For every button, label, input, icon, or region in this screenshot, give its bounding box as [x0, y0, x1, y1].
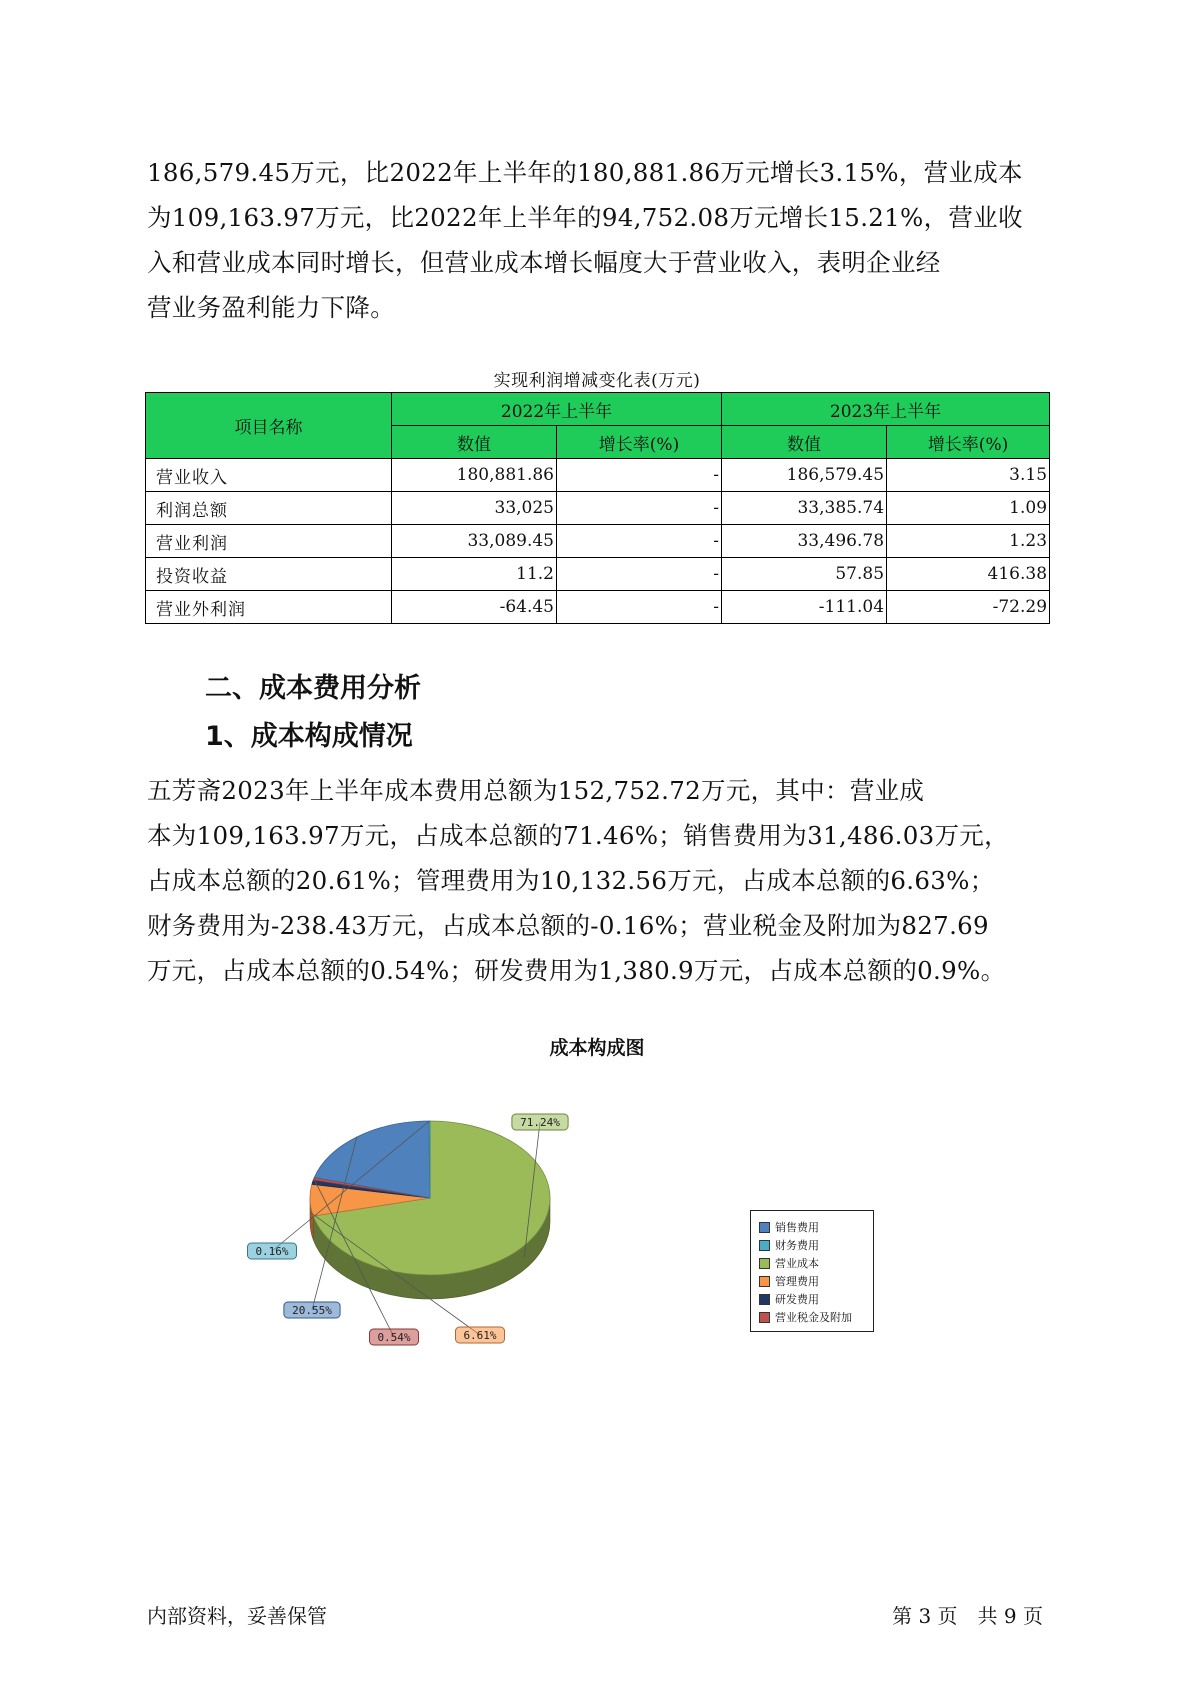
table-cell-v2023: -111.04	[722, 591, 887, 624]
table-cell-v2022: 11.2	[392, 558, 557, 591]
legend-swatch	[759, 1222, 770, 1233]
legend-item	[759, 1290, 873, 1308]
table-cell-name: 营业外利润	[146, 591, 392, 624]
paragraph-line: 为109,163.97万元，比2022年上半年的94,752.08万元增长15.21%，营业收	[147, 203, 1023, 232]
paragraph-line: 营业务盈利能力下降。	[147, 293, 395, 322]
header-period-2022: 2022年上半年	[392, 393, 722, 426]
header-value-2022: 数值	[392, 426, 557, 459]
header-item-name: 项目名称	[146, 393, 392, 459]
legend-label: 财务费用	[775, 1239, 819, 1252]
table-cell-g2022: -	[557, 591, 722, 624]
table-cell-g2022: -	[557, 525, 722, 558]
table-cell-v2023: 33,496.78	[722, 525, 887, 558]
table-cell-v2023: 57.85	[722, 558, 887, 591]
pie-data-label: 71.24%	[520, 1116, 560, 1129]
legend-label: 销售费用	[775, 1221, 819, 1234]
chart-title: 成本构成图	[549, 1037, 645, 1059]
table-cell-v2023: 33,385.74	[722, 492, 887, 525]
table-cell-name: 营业利润	[146, 525, 392, 558]
table-cell-g2022: -	[557, 558, 722, 591]
paragraph-line: 186,579.45万元，比2022年上半年的180,881.86万元增长3.15%，营业成本	[147, 158, 1023, 187]
paragraph-line: 财务费用为-238.43万元，占成本总额的-0.16%；营业税金及附加为827.69	[147, 911, 989, 940]
legend-item	[759, 1236, 873, 1254]
legend-item	[759, 1272, 873, 1290]
paragraph-line: 五芳斋2023年上半年成本费用总额为152,752.72万元，其中：营业成	[147, 776, 925, 805]
table-cell-v2022: -64.45	[392, 591, 557, 624]
header-growth-2022: 增长率(%)	[557, 426, 722, 459]
chart-legend	[750, 1210, 874, 1332]
table-cell-v2022: 180,881.86	[392, 459, 557, 492]
pie-data-label: 20.55%	[292, 1304, 332, 1317]
header-value-2023: 数值	[722, 426, 887, 459]
table-cell-g2023: 3.15	[887, 459, 1050, 492]
table-cell-g2022: -	[557, 492, 722, 525]
legend-label: 营业税金及附加	[775, 1311, 852, 1324]
pie-data-label: 0.54%	[377, 1331, 411, 1344]
table-cell-v2022: 33,089.45	[392, 525, 557, 558]
pie-data-label: 6.61%	[463, 1329, 497, 1342]
pie-data-label: 0.16%	[255, 1245, 289, 1258]
table-cell-g2022: -	[557, 459, 722, 492]
table-cell-g2023: 1.23	[887, 525, 1050, 558]
legend-item	[759, 1254, 873, 1272]
legend-item	[759, 1308, 873, 1326]
legend-label: 研发费用	[775, 1293, 819, 1306]
legend-swatch	[759, 1294, 770, 1305]
sub-heading: 1、成本构成情况	[205, 721, 413, 752]
paragraph-line: 本为109,163.97万元，占成本总额的71.46%；销售费用为31,486.03万元，	[147, 821, 1009, 850]
table-caption: 实现利润增减变化表(万元)	[493, 371, 701, 391]
footer-page-number: 第 3 页 共 9 页	[892, 1604, 1043, 1628]
legend-swatch	[759, 1312, 770, 1323]
legend-swatch	[759, 1276, 770, 1287]
header-growth-2023: 增长率(%)	[887, 426, 1050, 459]
paragraph-line: 入和营业成本同时增长，但营业成本增长幅度大于营业收入，表明企业经	[147, 248, 941, 277]
paragraph-line: 万元，占成本总额的0.54%；研发费用为1,380.9万元，占成本总额的0.9%。	[147, 956, 1006, 985]
legend-item	[759, 1218, 873, 1236]
table-cell-g2023: 1.09	[887, 492, 1050, 525]
table-cell-name: 营业收入	[146, 459, 392, 492]
legend-swatch	[759, 1240, 770, 1251]
header-period-2023: 2023年上半年	[722, 393, 1050, 426]
table-cell-name: 投资收益	[146, 558, 392, 591]
legend-label: 营业成本	[775, 1257, 819, 1270]
table-cell-g2023: -72.29	[887, 591, 1050, 624]
table-cell-v2023: 186,579.45	[722, 459, 887, 492]
paragraph-line: 占成本总额的20.61%；管理费用为10,132.56万元，占成本总额的6.63%；	[147, 866, 995, 895]
footer-note: 内部资料，妥善保管	[147, 1604, 327, 1628]
legend-swatch	[759, 1258, 770, 1269]
table-cell-g2023: 416.38	[887, 558, 1050, 591]
section-heading: 二、成本费用分析	[205, 673, 421, 704]
legend-label: 管理费用	[775, 1275, 819, 1288]
table-cell-name: 利润总额	[146, 492, 392, 525]
table-cell-v2022: 33,025	[392, 492, 557, 525]
